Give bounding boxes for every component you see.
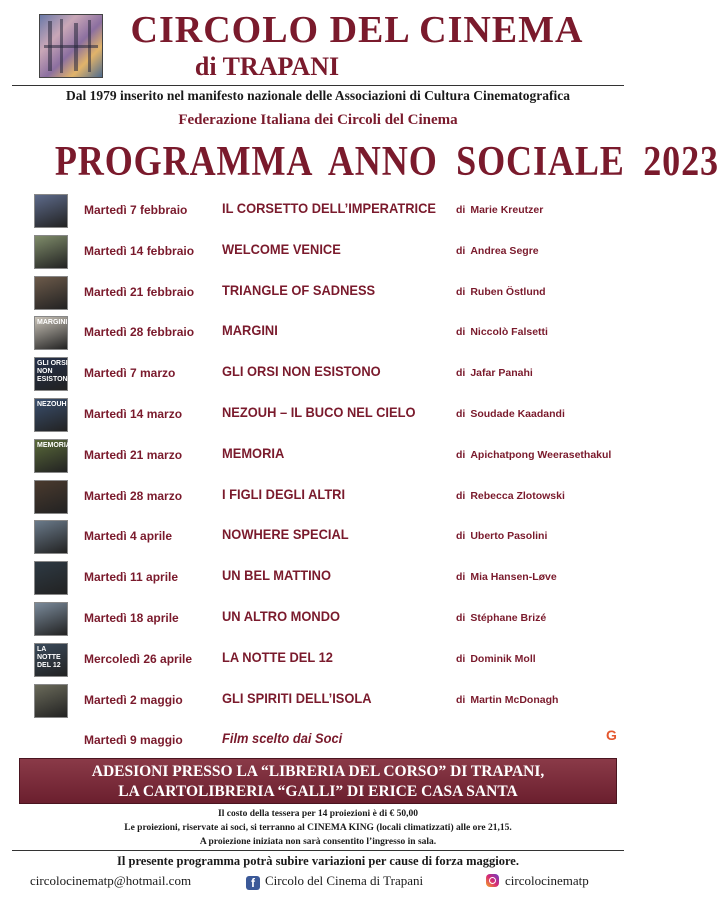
film-director	[456, 326, 548, 338]
film-director	[456, 694, 558, 706]
federation-text: Federazione Italiana dei Circoli del Cinema	[178, 112, 458, 128]
film-title: MARGINI	[222, 322, 278, 339]
film-title: Film scelto dai Soci	[222, 730, 343, 747]
director-name: Stéphane Brizé	[470, 612, 547, 624]
director-name: Soudade Kaadandi	[470, 408, 565, 420]
screening-date: Martedì 9 maggio	[84, 733, 183, 748]
poster-text: LA NOTTE DEL 12	[37, 645, 61, 669]
film-poster-thumbnail	[34, 316, 68, 350]
poster-text: NEZOUH	[37, 401, 67, 408]
film-poster-thumbnail	[34, 439, 71, 473]
instagram-icon	[486, 874, 499, 887]
film-poster-thumbnail	[34, 276, 68, 310]
film-title: UN BEL MATTINO	[222, 567, 332, 584]
program-row	[0, 276, 636, 310]
poster-text: GLI ORSI NON ESISTONO	[37, 360, 74, 384]
header-title: CIRCOLO DEL CINEMA	[130, 9, 584, 51]
cost-note: Il costo della tessera per 14 proiezioni è di € 50,00	[218, 809, 418, 819]
circolo-logo	[39, 14, 103, 78]
director-prefix: di	[456, 408, 466, 420]
director-name: Rebecca Zlotowski	[470, 489, 565, 502]
film-title: NEZOUH – IL BUCO NEL CIELO	[222, 404, 416, 420]
film-title: UN ALTRO MONDO	[222, 608, 341, 624]
film-poster-thumbnail	[34, 480, 68, 514]
film-director	[456, 204, 543, 216]
director-prefix: di	[456, 571, 466, 584]
director-name: Ruben Östlund	[470, 285, 546, 298]
program-row	[0, 724, 636, 758]
program-row	[0, 520, 636, 554]
g-icon: G	[606, 727, 617, 743]
banner-line-2: LA CARTOLIBRERIA “GALLI” DI ERICE CASA SANTA	[118, 783, 518, 800]
director-name: Apichatpong Weerasethakul	[470, 448, 612, 461]
film-director	[456, 530, 547, 542]
instagram-link[interactable]	[486, 873, 589, 889]
program-row	[0, 235, 636, 269]
screening-date: Mercoledì 26 aprile	[84, 651, 193, 666]
screening-date: Martedì 21 febbraio	[84, 284, 195, 299]
director-prefix: di	[456, 612, 466, 624]
director-prefix: di	[456, 367, 466, 380]
warning-note: Il presente programma potrà subire variazioni per cause di forza maggiore.	[117, 854, 519, 868]
film-poster-thumbnail	[34, 643, 68, 677]
screening-date: Martedì 2 maggio	[84, 692, 183, 707]
poster-text: MARGINI	[37, 319, 68, 327]
program-row	[0, 602, 636, 636]
director-prefix: di	[456, 326, 466, 339]
director-name: Marie Kreutzer	[470, 204, 544, 216]
film-director	[456, 612, 546, 624]
program-row	[0, 194, 636, 228]
poster-text: MEMORIA	[37, 441, 71, 449]
film-poster-thumbnail	[34, 357, 74, 391]
director-name: Martin McDonagh	[470, 693, 559, 706]
film-director	[456, 653, 536, 665]
screening-date: Martedì 28 febbraio	[84, 325, 195, 340]
film-title: I FIGLI DEGLI ALTRI	[222, 485, 346, 502]
footer-divider	[12, 850, 624, 851]
program-row	[0, 684, 636, 718]
director-name: Niccolò Falsetti	[470, 326, 548, 339]
film-poster-thumbnail	[34, 602, 68, 636]
screening-date: Martedì 7 febbraio	[84, 203, 188, 217]
director-prefix: di	[456, 652, 466, 665]
director-prefix: di	[456, 285, 466, 298]
instagram-label: circolocinematp	[505, 873, 589, 888]
film-title: TRIANGLE OF SADNESS	[222, 281, 376, 298]
film-poster-thumbnail	[34, 520, 68, 554]
film-director	[456, 245, 539, 257]
email-link[interactable]: circolocinematp@hotmail.com	[30, 873, 192, 888]
director-prefix: di	[456, 530, 466, 543]
program-title: PROGRAMMA ANNO SOCIALE 2023	[54, 139, 719, 185]
film-title: GLI SPIRITI DELL’ISOLA	[222, 689, 372, 706]
screening-date: Martedì 14 marzo	[84, 407, 183, 421]
film-director	[456, 490, 565, 502]
screening-date: Martedì 21 marzo	[84, 447, 183, 462]
late-note: A proiezione iniziata non sarà consentito l’ingresso in sala.	[199, 837, 437, 847]
film-director	[456, 286, 546, 298]
film-title: IL CORSETTO DELL’IMPERATRICE	[222, 200, 436, 216]
program-row	[0, 643, 636, 677]
program-row	[0, 398, 636, 432]
screening-date: Martedì 4 aprile	[84, 529, 173, 544]
screening-date: Martedì 11 aprile	[84, 570, 179, 585]
screening-date: Martedì 14 febbraio	[84, 243, 195, 258]
program-row	[0, 480, 636, 514]
director-name: Andrea Segre	[470, 244, 539, 257]
film-director	[456, 367, 533, 379]
program-row	[0, 316, 636, 350]
facebook-label: Circolo del Cinema di Trapani	[265, 873, 424, 888]
affiliation-text: Dal 1979 inserito nel manifesto nazionale delle Associazioni di Cultura Cinematografica	[66, 88, 570, 103]
screening-date: Martedì 28 marzo	[84, 488, 183, 503]
film-title: LA NOTTE DEL 12	[222, 648, 333, 665]
film-poster-thumbnail	[34, 235, 68, 269]
director-prefix: di	[456, 204, 466, 216]
director-prefix: di	[456, 693, 466, 706]
facebook-icon: f	[246, 876, 260, 890]
film-title: WELCOME VENICE	[222, 240, 341, 257]
film-director	[456, 449, 611, 461]
header-subtitle-city: di TRAPANI	[194, 52, 340, 81]
director-prefix: di	[456, 448, 466, 461]
film-poster-thumbnail	[34, 398, 68, 432]
director-name: Jafar Panahi	[470, 367, 533, 380]
director-name: Mia Hansen-Løve	[470, 571, 557, 584]
adhesion-banner	[19, 758, 617, 804]
header-divider	[12, 85, 624, 86]
film-poster-thumbnail	[34, 684, 68, 718]
screening-date: Martedì 7 marzo	[84, 366, 176, 381]
film-director	[456, 408, 565, 420]
film-poster-thumbnail	[34, 194, 68, 228]
program-row	[0, 561, 636, 595]
director-name: Uberto Pasolini	[470, 530, 548, 543]
director-prefix: di	[456, 489, 466, 502]
program-row	[0, 357, 636, 391]
film-title: MEMORIA	[222, 444, 285, 461]
director-prefix: di	[456, 244, 466, 257]
film-director	[456, 571, 557, 583]
film-title: GLI ORSI NON ESISTONO	[222, 363, 381, 380]
venue-note: Le proiezioni, riservate ai soci, si terranno al CINEMA KING (locali climatizzati) alle ore 21,15.	[124, 823, 512, 833]
film-title: NOWHERE SPECIAL	[222, 526, 349, 543]
screening-date: Martedì 18 aprile	[84, 611, 179, 625]
banner-line-1: ADESIONI PRESSO LA “LIBRERIA DEL CORSO” DI TRAPANI,	[91, 763, 545, 780]
film-poster-thumbnail	[34, 561, 68, 595]
program-row	[0, 439, 636, 473]
facebook-link[interactable]	[246, 873, 423, 890]
director-name: Dominik Moll	[470, 652, 536, 665]
